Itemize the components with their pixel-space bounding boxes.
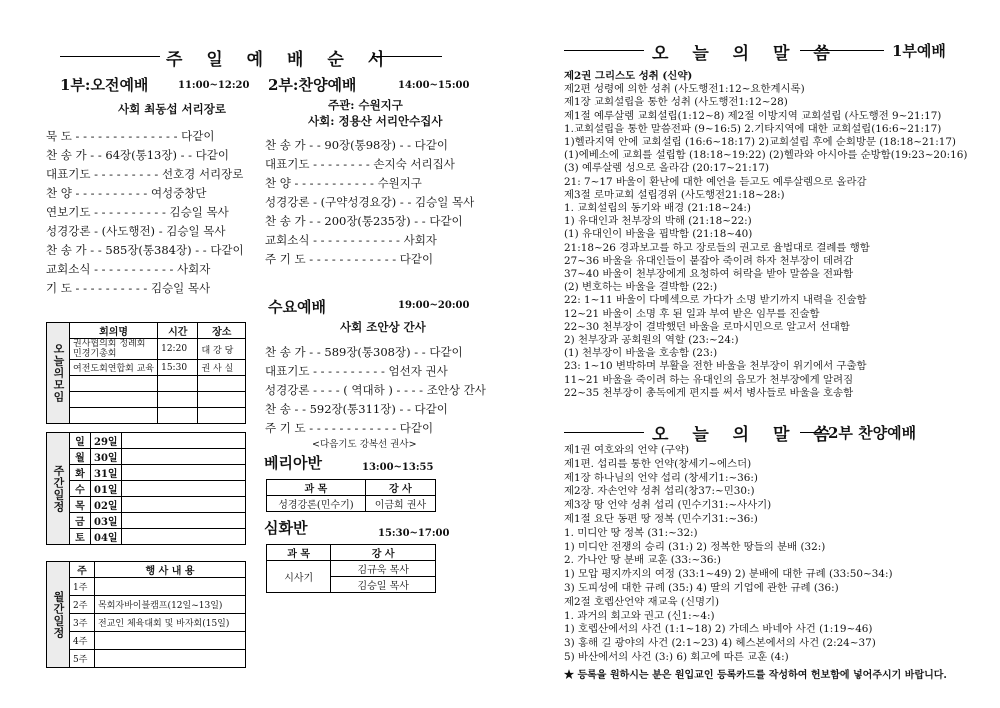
svc1-time: 11:00~12:20 <box>178 80 250 91</box>
deep-title: 심화반 <box>264 519 308 537</box>
text-line: 21:18~26 경과보고를 하고 장로들의 권고로 율법대로 결례를 행함 <box>564 241 870 254</box>
monthly-table <box>46 561 246 668</box>
text-line: (3) 예루살렘 성으로 올라감 (20:17~21:17) <box>564 162 770 175</box>
text-line: 1) 호렙산에서의 사건 (1:1~18) 2) 가데스 바네아 사건 (1:19~46) <box>564 623 873 636</box>
berea-col-subject: 과 목 <box>267 480 366 496</box>
order-line: 대표기도 - - - - - - - - 손지숙 서리집사 <box>265 157 455 171</box>
text-line: 제2절 호렙산언약 재교육 (신명기) <box>564 595 720 608</box>
header2-service: 2부 찬양예배 <box>828 424 917 442</box>
header1-rule-left <box>564 50 644 51</box>
svc1-host: 사회 최동섭 서리장로 <box>118 102 226 116</box>
meeting-place: 권 사 실 <box>198 360 246 376</box>
order-line: 주 기 도 - - - - - - - - - - - - 다같이 <box>265 252 434 266</box>
order-line: 성경강론 - (구약성경요강) - - 김승일 목사 <box>265 195 475 209</box>
month-week: 4주 <box>70 632 95 650</box>
text-line: 1) 모압 평지까지의 여정 (33:1~49) 2) 분배에 대한 규례 (33:50~34:) <box>564 568 893 581</box>
text-line: 1)헬라지역 안에 교회설립 (16:6~18:17) 2)교회설립 후에 순회방문 (18:18~21:17) <box>564 136 956 149</box>
text-line: 제1장 교회설립을 통한 성취 (사도행전1:12~28) <box>564 96 788 109</box>
wed-time: 19:00~20:00 <box>398 300 470 311</box>
meeting-name: 권사협의회 정례회 민경기총회 <box>70 339 158 360</box>
svc2-title: 2부:찬양예배 <box>268 76 357 94</box>
text-line: 3) 도피성에 대한 규례 (35:) 4) 딸의 기업에 관한 규례 (36:) <box>564 581 839 594</box>
order-line: 주 기 도 - - - - - - - - - - - - 다같이 <box>265 421 434 435</box>
svc1-order <box>46 127 244 298</box>
svc2-host1: 주관: 수원지구 <box>328 98 403 112</box>
text-line: 제2권 그리스도 성취 (신약) <box>564 70 693 82</box>
deep-teacher: 김규욱 목사 <box>331 561 436 577</box>
meeting-place <box>198 392 246 408</box>
right-header1: 오 늘 의 말 씀 <box>652 44 839 64</box>
meeting-time: 15:30 <box>158 360 198 376</box>
weekday-date: 29일 <box>91 433 122 449</box>
meeting-time <box>158 376 198 392</box>
meeting-place: 대 강 당 <box>198 339 246 360</box>
monthly-col-week: 주 <box>70 562 95 578</box>
weekday-event <box>121 529 245 545</box>
meetings-label: 오늘의모임 <box>47 323 70 424</box>
weekday-event <box>121 449 245 465</box>
text-line: 1. 미디안 땅 정복 (31:~32:) <box>564 526 698 539</box>
text-line: 1) 미디안 전쟁의 승리 (31:) 2) 정복한 땅들의 분배 (32:) <box>564 540 826 553</box>
text-line: (1) 천부장이 바울을 호송함 (23:) <box>564 347 718 360</box>
weekday-event <box>121 481 245 497</box>
header1-rule-right <box>800 50 884 51</box>
text-line: 제1권 여호와의 언약 (구약) <box>564 444 689 456</box>
text-line: 3) 홍해 길 광야의 사건 (2:1~23) 4) 헤스본에서의 사건 (2:24~37) <box>564 637 876 650</box>
text-line: 1) 유대인과 천부장의 박해 (21:18~22:) <box>564 215 752 228</box>
order-line: 찬 양 - - - - - - - - - - 여성중창단 <box>46 186 207 200</box>
text-line: 제3절 로마교회 설립경위 (사도행전21:18~28:) <box>564 188 785 201</box>
text-line: 22~30 천부장이 결박했던 바울을 로마시민으로 알고서 선대함 <box>564 320 850 333</box>
header2-rule-right <box>800 432 822 433</box>
order-line: 성경강론 - - - - ( 역대하 ) - - - - 조안상 간사 <box>265 383 486 397</box>
meeting-name: 여전도회연합회 교육 <box>70 360 158 376</box>
text-line: 1. 교회설립의 동기와 배경 (21:18~24:) <box>564 202 751 215</box>
text-line: 1. 과거의 회고와 권고 (신1:~4:) <box>564 609 715 622</box>
header-rule-left <box>60 56 160 57</box>
berea-teacher: 이금희 권사 <box>365 496 435 512</box>
text-line: 제1장 하나님의 언약 섭리 (창세기1:~36:) <box>564 471 758 484</box>
text-line: (2) 변호하는 바울을 결박함 (22:) <box>564 281 718 294</box>
berea-title: 베리아반 <box>264 454 322 472</box>
monthly-col-event: 행 사 내 용 <box>95 562 246 578</box>
svc2-order <box>265 136 474 269</box>
weekday-date: 02일 <box>91 497 122 513</box>
weekly-table <box>46 432 246 545</box>
text-line: 제1절 요단 동편 땅 정복 (민수기31:~36:) <box>564 512 758 525</box>
order-line: 찬 송 - - 592장(통311장) - - 다같이 <box>265 402 448 416</box>
svc2-time: 14:00~15:00 <box>398 80 470 91</box>
text-line: 2) 천부장과 공회원의 역할 (23:~24:) <box>564 334 739 347</box>
right-header2: 오 늘 의 말 씀 <box>652 425 839 445</box>
text-line: 22: 1~11 바울이 다메섹으로 가다가 소명 받기까지 내력을 진술함 <box>564 294 867 307</box>
month-event <box>95 578 246 596</box>
weekday-date: 01일 <box>91 481 122 497</box>
weekday: 화 <box>70 465 91 481</box>
meeting-time: 12:20 <box>158 339 198 360</box>
meeting-name <box>70 392 158 408</box>
deep-table <box>266 544 436 593</box>
part2-body <box>564 444 893 665</box>
weekday: 금 <box>70 513 91 529</box>
weekday: 일 <box>70 433 91 449</box>
order-line: 찬 송 가 - - 585장(통384장) - - 다같이 <box>46 243 244 257</box>
month-event: 목회자바이블캠프(12일~13일) <box>95 596 246 614</box>
text-line: 제1편. 섭리를 통한 언약(창세기~에스더) <box>564 457 752 470</box>
weekday: 월 <box>70 449 91 465</box>
text-line: 22~35 천부장이 총독에게 편지를 써서 병사들로 바울을 호송함 <box>564 386 854 399</box>
text-line: 23: 1~10 변박하며 부활을 전한 바울을 천부장이 위기에서 구출함 <box>564 360 867 373</box>
berea-time: 13:00~13:55 <box>362 462 434 473</box>
order-line: 묵 도 - - - - - - - - - - - - - - 다같이 <box>46 129 215 143</box>
deep-col-teacher: 강 사 <box>331 545 436 561</box>
wed-host: 사회 조안상 간사 <box>340 320 426 334</box>
month-week: 2주 <box>70 596 95 614</box>
text-line: 제2편 성령에 의한 성취 (사도행전1:12~요한계시록) <box>564 83 805 96</box>
weekday-event <box>121 497 245 513</box>
text-line: 37~40 바울이 천부장에게 요청하여 허락을 받아 말씀을 전파함 <box>564 268 854 281</box>
text-line: 11~21 바울을 죽이려 하는 유대인의 음모가 천부장에게 알려짐 <box>564 373 854 386</box>
deep-time: 15:30~17:00 <box>378 528 450 539</box>
text-line: 제3장 땅 언약 성취 섭리 (민수기31:~사사기) <box>564 499 772 512</box>
order-line: 기 도 - - - - - - - - - - 김승일 목사 <box>46 281 211 295</box>
part1-body <box>564 70 967 400</box>
text-line: 27~36 바울을 유대인들이 붙잡아 죽이려 하자 천부장이 데려감 <box>564 254 854 267</box>
meeting-name <box>70 408 158 424</box>
meeting-place <box>198 408 246 424</box>
text-line: (1) 유대인이 바울을 핍박함 (21:18~40) <box>564 228 753 241</box>
meeting-time <box>158 408 198 424</box>
registration-notice: ★ 등록을 원하시는 분은 원입교인 등록카드를 작성하여 헌보함에 넣어주시기 바랍니다. <box>564 670 947 681</box>
text-line: 제1절 예루살렘 교회설립(1:12~8) 제2절 이방지역 교회설립 (사도행전 9~21:17) <box>564 109 942 122</box>
month-week: 1주 <box>70 578 95 596</box>
meeting-time <box>158 392 198 408</box>
weekday-date: 30일 <box>91 449 122 465</box>
order-line: 연보기도 - - - - - - - - - - 김승일 목사 <box>46 205 229 219</box>
weekday-date: 04일 <box>91 529 122 545</box>
text-line: 2. 가나안 땅 분배 교훈 (33:~36:) <box>564 554 721 567</box>
order-line: 교회소식 - - - - - - - - - - - 사회자 <box>46 262 211 276</box>
berea-subject: 성경강론(민수기) <box>267 496 366 512</box>
month-week: 3주 <box>70 614 95 632</box>
order-line: 대표기도 - - - - - - - - - - 엄선자 권사 <box>265 364 448 378</box>
weekday: 토 <box>70 529 91 545</box>
text-line: 1.교회설립을 통한 말씀전파 (9~16:5) 2.기타지역에 대한 교회설립(16:6~21:17) <box>564 122 942 135</box>
meetings-col-name: 회의명 <box>70 323 158 339</box>
meetings-col-time: 시간 <box>158 323 198 339</box>
weekday-date: 31일 <box>91 465 122 481</box>
order-line: 교회소식 - - - - - - - - - - - - 사회자 <box>265 233 437 247</box>
order-line: 찬 송 가 - - 64장(통13장) - - 다같이 <box>46 148 230 162</box>
order-line: 대표기도 - - - - - - - - - 선호경 서리장로 <box>46 167 244 181</box>
wed-order <box>265 343 486 438</box>
weekday: 목 <box>70 497 91 513</box>
monthly-label: 월간일정 <box>47 562 70 668</box>
header2-rule-left <box>564 432 644 433</box>
month-event <box>95 632 246 650</box>
meeting-place <box>198 376 246 392</box>
order-line: 찬 송 가 - - 90장(통98장) - - 다같이 <box>265 138 449 152</box>
meeting-name <box>70 376 158 392</box>
order-line: 성경강론 - (사도행전) - 김승일 목사 <box>46 224 226 238</box>
header-rule-right <box>372 56 442 57</box>
berea-col-teacher: 강 사 <box>365 480 435 496</box>
text-line: 5) 바산에서의 사건 (3:) 6) 회고에 따른 교훈 (4:) <box>564 650 789 663</box>
order-line: 찬 송 가 - - 589장(통308장) - - 다같이 <box>265 345 463 359</box>
order-line: 찬 양 - - - - - - - - - - - 수원지구 <box>265 176 422 190</box>
order-line: 찬 송 가 - - 200장(통235장) - - 다같이 <box>265 214 463 228</box>
meetings-col-place: 장소 <box>198 323 246 339</box>
deep-teacher: 김승일 목사 <box>331 577 436 593</box>
weekday-date: 03일 <box>91 513 122 529</box>
text-line: 12~21 바울이 소명 후 된 일과 부여 받은 임무를 진술함 <box>564 307 820 320</box>
wed-title: 수요예배 <box>268 298 326 316</box>
left-header: 주 일 예 배 순 서 <box>166 50 394 70</box>
weekday-event <box>121 433 245 449</box>
weekday: 수 <box>70 481 91 497</box>
svc1-title: 1부:오전예배 <box>60 76 149 94</box>
berea-table <box>266 479 436 512</box>
text-line: 제2장. 자손언약 성취 섭리(창37:~민30:) <box>564 485 755 498</box>
month-week: 5주 <box>70 650 95 668</box>
month-event: 전교인 체육대회 및 바자회(15일) <box>95 614 246 632</box>
wed-note: <다음기도 강복선 권사> <box>312 439 417 450</box>
weekly-label: 주간일정 <box>47 433 70 545</box>
meetings-table <box>46 322 246 424</box>
weekday-event <box>121 465 245 481</box>
deep-col-subject: 과 목 <box>267 545 331 561</box>
svc2-host2: 사회: 정용산 서리안수집사 <box>308 114 443 128</box>
weekday-event <box>121 513 245 529</box>
header1-service: 1부예배 <box>892 42 946 60</box>
text-line: (1)에베소에 교회를 설립함 (18:18~19:22) (2)헬라와 아시아를 순방함(19:23~20:16) <box>564 149 968 162</box>
month-event <box>95 650 246 668</box>
text-line: 21: 7~17 바울이 환난에 대한 예언을 듣고도 예루살렘으로 올라감 <box>564 175 867 188</box>
deep-subject: 시사기 <box>267 561 331 593</box>
